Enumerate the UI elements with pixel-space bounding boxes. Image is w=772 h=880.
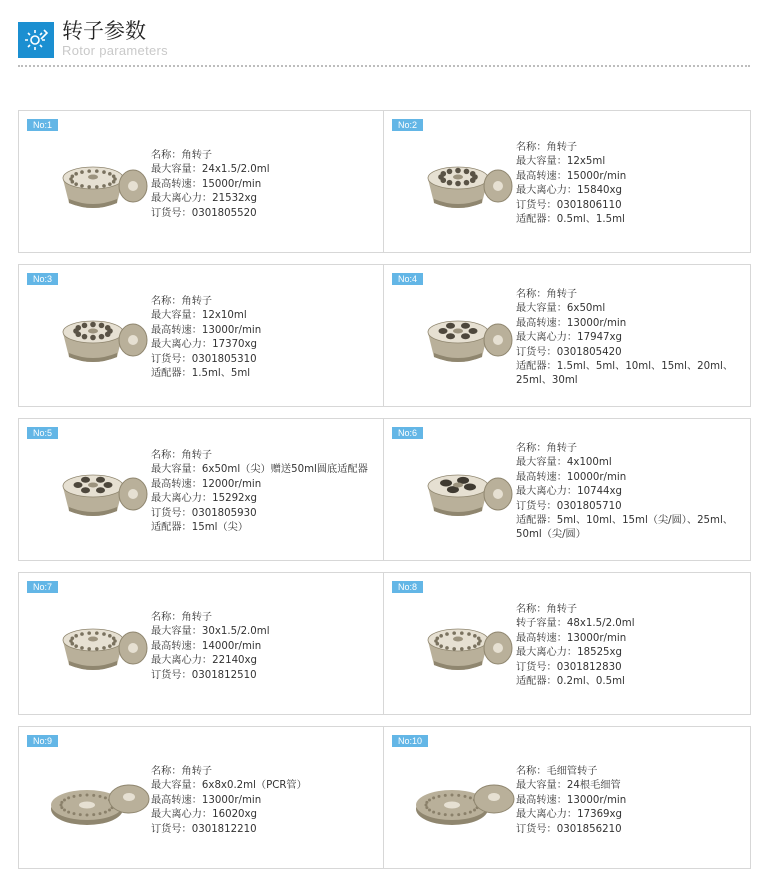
rotor-spec-line: 最大离心力：18525xg	[516, 647, 623, 659]
rotor-spec-line: 适配器：15ml（尖）	[151, 522, 249, 534]
rotor-spec-line: 最大容量：30x1.5/2.0ml	[151, 626, 270, 638]
rotor-spec-line: 最大容量：6x8x0.2ml（PCR管）	[151, 780, 307, 792]
header-divider	[18, 65, 750, 67]
rotor-spec-line: 订货号：0301805310	[151, 353, 257, 365]
rotor-image	[41, 141, 153, 221]
rotor-number-badge: No:6	[392, 427, 423, 439]
rotor-card	[18, 572, 384, 715]
rotor-spec-line: 订货号：0301805520	[151, 207, 257, 219]
rotor-spec-line: 最大离心力：15840xg	[516, 185, 623, 197]
rotor-spec-line: 适配器：1.5ml、5ml、10ml、15ml、20ml、	[516, 361, 734, 373]
rotor-spec-line: 适配器：1.5ml、5ml	[151, 368, 251, 380]
rotor-spec-line: 订货号：0301812210	[151, 823, 257, 835]
rotor-spec-line: 最大容量：4x100ml	[516, 457, 612, 469]
rotor-spec-line: 名称：角转子	[516, 604, 578, 615]
rotor-card	[18, 110, 384, 253]
rotor-spec-line: 订货号：0301806110	[516, 199, 622, 211]
rotor-specs	[516, 765, 626, 837]
rotor-card	[18, 726, 384, 869]
rotor-card	[383, 418, 751, 561]
rotor-spec-line: 最大容量：24根毛细管	[516, 780, 621, 792]
rotor-spec-line: 订货号：0301805710	[516, 500, 622, 512]
rotor-spec-line: 名称：角转子	[516, 289, 578, 300]
rotor-specs	[516, 141, 626, 227]
rotor-image	[41, 757, 153, 837]
gear-icon	[18, 22, 54, 58]
rotor-spec-line: 订货号：0301805420	[516, 346, 622, 358]
rotor-number-badge: No:5	[27, 427, 58, 439]
rotor-image	[406, 449, 518, 529]
rotor-spec-line: 最大离心力：21532xg	[151, 193, 258, 205]
rotor-image	[41, 603, 153, 683]
rotor-spec-line: 适配器：5ml、10ml、15ml（尖/圆）、25ml、	[516, 515, 733, 527]
rotor-spec-line: 适配器：0.5ml、1.5ml	[516, 214, 625, 226]
rotor-spec-line: 名称：毛细管转子	[516, 766, 598, 777]
rotor-specs	[151, 295, 261, 381]
rotor-row	[18, 572, 751, 715]
rotor-spec-line: 订货号：0301812510	[151, 669, 257, 681]
rotor-spec-line: 名称：角转子	[516, 142, 578, 153]
rotor-number-badge: No:4	[392, 273, 423, 285]
rotor-spec-line: 转子容量：48x1.5/2.0ml	[516, 618, 635, 630]
rotor-image	[41, 295, 153, 375]
rotor-number-badge: No:7	[27, 581, 58, 593]
rotor-spec-line: 最大离心力：17370xg	[151, 339, 258, 351]
rotor-number-badge: No:9	[27, 735, 58, 747]
rotor-spec-line: 名称：角转子	[151, 150, 213, 161]
rotor-row	[18, 726, 751, 869]
rotor-spec-line: 最高转速：13000r/min	[516, 632, 627, 644]
rotor-spec-line: 25ml、30ml	[516, 375, 578, 387]
page-title: 转子参数	[62, 19, 146, 43]
rotor-image	[406, 757, 518, 837]
rotor-card	[18, 264, 384, 407]
rotor-spec-line: 最大容量：12x5ml	[516, 156, 606, 168]
rotor-spec-line: 名称：角转子	[151, 766, 213, 777]
rotor-image	[406, 603, 518, 683]
rotor-spec-line: 适配器：0.2ml、0.5ml	[516, 676, 625, 688]
rotor-spec-line: 最大容量：6x50ml	[516, 303, 606, 315]
rotor-specs	[516, 603, 635, 689]
rotor-specs	[516, 442, 733, 543]
section-header	[18, 18, 750, 60]
rotor-spec-line: 最大容量：24x1.5/2.0ml	[151, 164, 270, 176]
rotor-spec-line: 最高转速：13000r/min	[516, 317, 627, 329]
rotor-row	[18, 110, 751, 253]
rotor-spec-line: 名称：角转子	[151, 450, 213, 461]
rotor-spec-line: 最高转速：13000r/min	[151, 794, 262, 806]
rotor-number-badge: No:10	[392, 735, 428, 747]
rotor-spec-line: 最高转速：14000r/min	[151, 640, 262, 652]
rotor-spec-line: 名称：角转子	[151, 296, 213, 307]
rotor-spec-line: 最高转速：15000r/min	[151, 178, 262, 190]
rotor-spec-line: 最高转速：12000r/min	[151, 478, 262, 490]
rotor-card	[18, 418, 384, 561]
rotor-spec-line: 订货号：0301805930	[151, 507, 257, 519]
rotor-image	[406, 295, 518, 375]
rotor-spec-line: 最高转速：13000r/min	[151, 324, 262, 336]
rotor-spec-line: 最大离心力：22140xg	[151, 655, 258, 667]
rotor-grid	[18, 110, 751, 880]
rotor-number-badge: No:3	[27, 273, 58, 285]
rotor-specs	[151, 611, 270, 683]
rotor-spec-line: 最大离心力：15292xg	[151, 493, 258, 505]
rotor-specs	[151, 149, 270, 221]
rotor-specs	[151, 765, 307, 837]
rotor-spec-line: 最大容量：6x50ml（尖）赠送50ml圆底适配器	[151, 464, 368, 476]
rotor-spec-line: 名称：角转子	[516, 443, 578, 454]
rotor-card	[383, 572, 751, 715]
rotor-number-badge: No:2	[392, 119, 423, 131]
rotor-specs	[516, 288, 733, 389]
rotor-image	[406, 141, 518, 221]
rotor-spec-line: 最高转速：13000r/min	[516, 794, 627, 806]
rotor-number-badge: No:8	[392, 581, 423, 593]
page-subtitle: Rotor parameters	[62, 43, 168, 58]
rotor-card	[383, 726, 751, 869]
rotor-spec-line: 名称：角转子	[151, 612, 213, 623]
rotor-card	[383, 110, 751, 253]
rotor-row	[18, 418, 751, 561]
rotor-card	[383, 264, 751, 407]
rotor-spec-line: 最大容量：12x10ml	[151, 310, 247, 322]
rotor-spec-line: 最大离心力：17947xg	[516, 332, 623, 344]
rotor-number-badge: No:1	[27, 119, 58, 131]
rotor-spec-line: 最大离心力：10744xg	[516, 486, 623, 498]
rotor-row	[18, 264, 751, 407]
rotor-spec-line: 订货号：0301856210	[516, 823, 622, 835]
rotor-spec-line: 最高转速：10000r/min	[516, 471, 627, 483]
rotor-image	[41, 449, 153, 529]
rotor-spec-line: 最高转速：15000r/min	[516, 170, 627, 182]
rotor-spec-line: 50ml（尖/圆）	[516, 529, 586, 541]
rotor-spec-line: 最大离心力：16020xg	[151, 809, 258, 821]
rotor-specs	[151, 449, 368, 535]
rotor-spec-line: 订货号：0301812830	[516, 661, 622, 673]
rotor-spec-line: 最大离心力：17369xg	[516, 809, 623, 821]
